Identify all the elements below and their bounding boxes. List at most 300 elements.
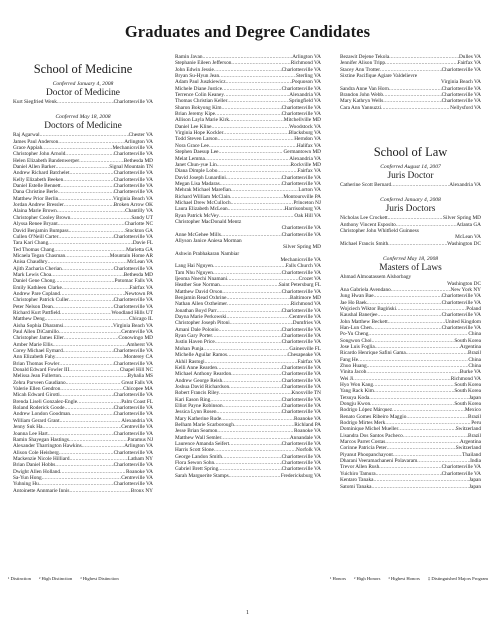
graduate-city: Latham NY	[127, 455, 153, 462]
graduate-city: Charlottesville VA	[441, 324, 481, 331]
graduate-name: Laurence Amanda Seifert	[175, 440, 230, 447]
graduate-city: Charlottesville VA	[113, 189, 153, 196]
graduate-name: Amani Dale Polonio	[175, 326, 219, 333]
graduate-name: Aisha Sophia Dharamsi	[13, 322, 64, 329]
graduate-name: Matthew Wall Semler	[175, 434, 222, 441]
graduate-name: Stephen Daesup Lee	[175, 149, 219, 156]
graduate-name: Brian Jeremy Kipe	[175, 111, 216, 118]
graduate-name: Wojciech Wiktor Bagiński	[340, 305, 397, 312]
graduate-name: Trevor Allen Rush	[340, 464, 380, 471]
graduate-city: Alexandria VA	[289, 92, 321, 99]
graduate-name: Christopher John Arnold	[13, 151, 66, 158]
graduate-city: Charlottesville VA	[281, 326, 321, 333]
graduate-name: Michael Francis Smith	[340, 240, 389, 247]
graduate-list	[340, 287, 481, 490]
graduate-name: Hyo Won Kang	[340, 382, 374, 388]
graduate-city: Charlottesville VA	[441, 66, 481, 73]
graduate-city: Mitchellville MD	[283, 117, 321, 124]
graduate-city: Charlottesville VA	[113, 99, 153, 105]
graduate-city: Centreville VA	[121, 329, 153, 335]
graduate-city: Virginia Beach VA	[113, 195, 153, 202]
graduate-city: Paramus NJ	[127, 436, 153, 443]
graduate-city: Charlottesville VA	[281, 85, 321, 92]
graduate-city: Gainesville FL	[289, 345, 321, 352]
graduate-city: Charlottesville VA	[441, 85, 481, 92]
graduate-city: Norfolk VA	[296, 447, 321, 454]
graduate-city: Virginia Beach VA	[113, 322, 153, 329]
graduate-name: Daniel Lee Kline	[175, 123, 212, 130]
graduate-city: South Korea	[454, 388, 481, 395]
graduate-city: Charlottesville VA	[281, 460, 321, 466]
graduate-name: Wei Ji	[340, 375, 354, 382]
graduate-name: Elliot Payne Robinson	[175, 402, 223, 409]
graduate-name: Ramin Shayegan Hastings	[13, 436, 69, 443]
graduate-city: Washington DC	[447, 240, 481, 247]
graduate-name: Micah Edward Girotti	[13, 392, 60, 399]
school-heading-medicine: School of Medicine	[33, 62, 133, 76]
graduate-city: South Korea	[454, 337, 481, 344]
graduate-city: Rockville MD	[290, 161, 321, 168]
dot-leader	[371, 484, 468, 490]
graduate-name: Lisandra Dos Santos Pacheco	[340, 432, 403, 439]
graduate-name: Michele Diane Justice	[175, 85, 223, 92]
graduate-name: Ann Elizabeth Fahy	[13, 354, 56, 361]
graduate-name: Jonathan Boyd Parr	[175, 307, 217, 314]
graduate-city: Japan	[468, 394, 481, 401]
column-2	[175, 54, 321, 479]
graduate-name: Laura Elizabeth McLean	[175, 206, 228, 213]
graduate-name: Yuhning Hu	[13, 481, 39, 488]
graduate-city: Saint Petersburg FL	[278, 282, 321, 289]
graduate-city: Chesapeake VA	[287, 352, 321, 359]
graduate-name: Jung Hwan Bae	[340, 293, 374, 300]
graduate-city: Bethesda MD	[123, 271, 153, 278]
graduate-city: Virginia Beach VA	[441, 79, 481, 86]
graduate-name: Kurt Siegfried Wenk	[13, 99, 57, 105]
graduate-city: Brazil	[468, 432, 481, 439]
graduate-name: Robert Francis Riley	[175, 390, 220, 397]
graduate-city: Sterling VA	[296, 73, 321, 80]
graduate-name: Zehra Parveen Gaudiano	[13, 379, 66, 386]
footnote: ¹ Distinction	[8, 576, 31, 581]
graduate-city: Sandy UT	[131, 214, 153, 221]
graduate-name: Stacey Ann Trotter	[340, 66, 381, 73]
graduate-city: Roanoke VA	[125, 468, 153, 475]
graduate-city: Arlington VA	[124, 138, 153, 145]
graduate-city: Silver Spring MD	[443, 215, 481, 222]
graduate-name: Raj Agarwal	[13, 132, 40, 139]
graduate-name: Kelli Anne Rearden	[175, 364, 218, 371]
graduate-name: Dongju Kwon	[340, 401, 371, 408]
graduate-name: Heather Sue Norman	[175, 282, 220, 289]
graduate-city: Herndon VA	[294, 136, 321, 143]
graduate-city: Fairfax VA	[457, 60, 481, 67]
graduate-city: Charlottesville VA	[441, 98, 481, 105]
graduate-city: Charlottesville VA	[281, 225, 321, 232]
graduate-city: Halifax VA	[296, 142, 321, 149]
column-1	[13, 62, 153, 494]
graduate-name: Brandon John Webb	[340, 92, 384, 99]
graduate-row	[175, 473, 321, 479]
graduate-city: Mechanicsville VA	[280, 257, 321, 263]
graduate-city: Dumfries VA	[292, 320, 321, 327]
graduate-city: Fairfax VA	[129, 284, 153, 291]
graduate-name: Michael Anthony Reardon	[175, 371, 232, 378]
graduate-name: Paul Allen DiCamillo	[13, 329, 59, 335]
degree-heading: Juris Doctor	[387, 171, 434, 182]
graduate-name: Dharani Veeramachaneni Polavaram	[340, 458, 418, 465]
graduate-name: Christopher Joseph Pitoni	[175, 320, 230, 327]
conferred-date: Conferred January 4, 2008	[380, 197, 441, 204]
graduate-city: Richmond VA	[290, 301, 321, 308]
graduate-city: Harrisonburg VA	[284, 206, 321, 213]
graduate-name: Cullen O'Neill Carter	[13, 233, 59, 240]
graduate-name: Todd Steven Larson	[175, 136, 218, 143]
graduate-name: Michelle Aguilar Ramos	[175, 352, 228, 359]
graduate-city: Woodland Hills UT	[111, 309, 153, 316]
graduate-city: Lorton VA	[298, 187, 321, 194]
graduate-city: Dulles VA	[458, 54, 481, 60]
graduate-name: Mehrak Michael Marefian	[175, 187, 231, 194]
graduate-list	[13, 132, 153, 240]
graduate-city: Davie FL	[132, 240, 153, 247]
graduate-name: Belham Marie Scarborough	[175, 421, 234, 428]
graduate-row	[340, 182, 481, 188]
graduate-row	[13, 99, 153, 105]
graduate-city: Charlottesville VA	[113, 411, 153, 418]
graduate-name: Stephanie Eileen Jefferson	[175, 60, 232, 67]
graduate-city: Knoxville TN	[291, 390, 321, 397]
graduate-name: Tam Nhu Nguyen	[175, 269, 213, 276]
graduate-name: Sa-Yun Hong	[13, 474, 42, 481]
graduate-city: Alexandria VA	[289, 155, 321, 162]
graduate-name: Nicholas Lee Crockett	[340, 215, 388, 222]
graduate-name: Ashwin Prabhakaran Nambiar	[175, 250, 240, 257]
graduate-city: Charlottesville VA	[113, 481, 153, 488]
footnote: ² High Distinction	[38, 576, 73, 581]
graduate-city: Mexico	[464, 407, 481, 414]
graduate-city: Roanoke VA	[293, 415, 321, 422]
graduate-city: Charlottesville VA	[441, 299, 481, 306]
dot-leader	[381, 105, 450, 111]
graduate-city: Annandale VA	[289, 434, 321, 441]
graduate-city: Charlottesville VA	[281, 111, 321, 118]
graduate-city: Brazil	[468, 413, 481, 420]
graduate-name: Brian Daniel Hobbs	[13, 462, 56, 469]
graduate-city: China	[468, 331, 481, 338]
graduate-name: Ted Thomas Chang	[13, 246, 55, 253]
graduate-city: South Korea	[454, 401, 481, 408]
graduate-city: Charlottesville VA	[281, 440, 321, 447]
graduate-name: Daniel Gene Chong	[13, 278, 56, 285]
degree-heading: Masters of Laws	[379, 263, 442, 274]
graduate-city: Richland PA	[294, 421, 321, 428]
graduate-name: Yuichiro Tamura	[340, 470, 376, 477]
degree-heading: Doctors of Medicine	[44, 121, 122, 132]
graduate-city: Atlanta GA	[456, 221, 481, 228]
graduate-city: Charlottesville VA	[441, 464, 481, 471]
graduate-city: Fairfax VA	[297, 168, 321, 175]
graduate-name: Valerie Ellen Gendron	[13, 386, 61, 393]
graduate-name: Alyssa Renee Bryant	[13, 221, 58, 228]
graduate-city: Charlottesville VA	[113, 405, 153, 412]
graduate-name: Ijeoma Nnechi Nnamani	[175, 276, 228, 283]
graduate-name: Kari Eason Ring	[175, 396, 211, 403]
footnote: ³ Highest Honors	[388, 576, 420, 581]
graduate-city: Charlottesville VA	[113, 170, 153, 177]
graduate-city: Chantilly VA	[125, 208, 153, 215]
graduate-name: Amber Marie Ellis	[13, 341, 53, 348]
graduate-city: Charlottesville VA	[281, 307, 321, 314]
graduate-name: Mark Lewis Choa	[13, 271, 52, 278]
graduate-city: Argentina	[459, 439, 481, 446]
graduate-name: Matthew Prior Berlin	[13, 195, 59, 202]
graduate-name: Marcos Parret Costas	[340, 439, 386, 446]
graduate-name: Ricardo Henrique Safini Gama	[340, 350, 406, 357]
graduate-name: Melat Lemma	[175, 155, 205, 162]
graduate-name: Emily Kathleen Clarke	[13, 284, 62, 291]
graduate-row	[13, 488, 153, 494]
graduate-name: Piyanut Phoopanchayont	[340, 451, 393, 458]
graduate-name: Kelly Elizabeth Beeken	[13, 176, 64, 183]
graduate-name: Yang Rack Kim	[340, 388, 374, 395]
graduate-list	[13, 247, 153, 494]
graduate-name: Dwight Allen Holland	[13, 468, 61, 475]
graduate-name: Andrew Richard Batchelet	[13, 170, 70, 177]
footnote: ‡ Distinguished Majors Program	[427, 576, 488, 581]
graduate-city: Nellysford VA	[450, 104, 481, 111]
graduate-city: Charlottesville VA	[281, 383, 321, 390]
graduate-city: Charlottesville VA	[441, 470, 481, 477]
graduate-name: Han-Lun Chen	[340, 324, 372, 331]
graduate-city: Blacksburg VA	[288, 130, 321, 137]
graduate-city: Charlottesville VA	[113, 360, 153, 367]
graduate-city: Chapel Hill NC	[119, 367, 153, 374]
graduate-city: Charlottesville VA	[441, 293, 481, 300]
footnote: ³ Highest Distinction	[80, 576, 119, 581]
graduate-name: Peter Nelson Dean	[13, 303, 53, 310]
graduate-city: Princeton NJ	[293, 199, 321, 206]
graduate-name: Dana Christine Berle	[13, 189, 58, 196]
graduate-city: Potomac Falls VA	[114, 278, 153, 285]
degree-heading: Juris Doctors	[385, 204, 436, 215]
graduate-city: Charlottesville VA	[281, 453, 321, 460]
graduate-city: Thailand	[462, 451, 481, 458]
graduate-name: Ramin Javan	[175, 54, 203, 60]
graduate-name: Benjamin Read Oxhrine	[175, 295, 227, 302]
graduate-name: David Benjamin Bumpass	[13, 227, 69, 234]
graduate-list	[340, 182, 481, 188]
graduate-city: Charlottesville VA	[113, 297, 153, 304]
graduate-name: Corey Michael Eymard	[13, 348, 63, 355]
footnote: ² High Honors	[354, 576, 381, 581]
graduate-name: Antoinette Annmarie Innis	[13, 487, 70, 494]
graduate-name: Virginia Hope Kockler	[175, 130, 224, 137]
graduate-city: Charlottesville VA	[281, 333, 321, 340]
graduate-city: Monterey CA	[123, 354, 153, 361]
footnotes-medicine	[8, 576, 119, 581]
graduate-city: McLean VA	[127, 259, 153, 266]
graduate-name: Donald Edward Fowler III	[13, 367, 70, 374]
dot-leader	[70, 488, 131, 494]
graduate-city: Byhalia MS	[127, 373, 153, 380]
graduate-city: Centreville VA	[121, 474, 153, 481]
graduate-name: Jennifer Alison Tripp	[340, 60, 386, 67]
graduate-city: Charlottesville VA	[281, 402, 321, 409]
graduate-city: McLean VA	[455, 234, 481, 241]
graduate-name: Joshua David Richardson	[175, 383, 230, 390]
graduate-city: Richmond VA	[290, 60, 321, 67]
graduate-city: Brazil	[468, 350, 481, 357]
graduate-city: Stockton GA	[125, 227, 153, 234]
graduate-name: Alexander Tharrington Hawkins	[13, 443, 82, 450]
graduate-city: Roanoke VA	[293, 428, 321, 435]
graduate-city: Japan	[468, 477, 481, 484]
graduate-city: Switzerland	[455, 445, 481, 452]
graduate-city: Palm Coast FL	[121, 398, 153, 405]
graduate-name: Harris Scott Slone	[175, 447, 214, 454]
graduate-name: Anisa Chaudhry	[13, 259, 48, 266]
graduate-list	[175, 263, 321, 479]
graduate-city: Charlotte NC	[124, 221, 153, 228]
graduate-city: Richmond VA	[450, 375, 481, 382]
graduate-city: Fairfax VA	[297, 358, 321, 365]
graduate-city: Charlottesville VA	[281, 66, 321, 73]
graduate-name: James Paul Anderson	[13, 138, 59, 145]
graduate-city: Centreville VA	[289, 314, 321, 321]
graduate-name: Rodrigo Mirtes Merk	[340, 420, 386, 427]
graduate-city: Alexandria VA	[449, 182, 481, 189]
graduate-city: Charlottesville VA	[281, 174, 321, 181]
graduate-name: Christopher John Whitfield Guinness	[340, 228, 419, 235]
graduate-city: Conowingo MD	[118, 335, 153, 342]
graduate-city: Charlottesville VA	[281, 180, 321, 187]
graduate-row	[340, 484, 481, 490]
graduate-city: Great Falls VA	[121, 379, 153, 386]
graduate-city: South Korea	[454, 382, 481, 388]
graduate-name: Thomas Christian Keller	[175, 98, 228, 105]
graduate-name: Fang He	[340, 356, 359, 363]
graduate-name: Melissa Jean Fullerton	[13, 373, 61, 380]
graduate-name: Allyson Janice Aniesa Morman	[175, 237, 242, 244]
graduate-city: Springfield VA	[288, 98, 321, 105]
graduate-name: Rodrigo López Márquez	[340, 407, 393, 414]
graduate-name: Sixtine Pacifique Agiare Valdelievre	[340, 73, 418, 80]
graduate-city: Charlottesville VA	[113, 265, 153, 272]
graduate-row	[340, 105, 481, 111]
dot-leader	[391, 182, 449, 188]
graduate-city: Charlottesville VA	[281, 104, 321, 111]
graduate-city: Poland	[466, 305, 481, 312]
graduate-city: Charlottesville VA	[281, 231, 321, 238]
graduate-list	[340, 215, 481, 234]
graduate-city: Falls Church VA	[285, 263, 321, 270]
graduate-name: William Gerard Grant	[13, 417, 60, 424]
graduate-city: Charlottesville VA	[113, 176, 153, 183]
graduate-name: Mary Kathryn Wells	[340, 98, 384, 105]
graduate-city: Charlottesville VA	[113, 303, 153, 310]
graduate-list	[13, 99, 153, 105]
conferred-date: Conferred January 4, 2008	[52, 81, 114, 87]
page-title: Graduates and Degree Candidates	[124, 22, 371, 41]
graduate-name: Akhil Rastogi	[175, 358, 205, 365]
graduate-name: Catherine Scott Bernard	[340, 182, 392, 189]
footnotes	[8, 576, 488, 581]
graduate-name: Diana Dimple Lobo	[175, 168, 218, 175]
graduate-name: Janet Chun-yue Lin	[175, 161, 217, 168]
graduate-name: Adam Paul Juszkiewicz	[175, 79, 226, 86]
graduate-city: Arlington VA	[292, 54, 321, 60]
graduate-name: Vinita Jacob	[340, 369, 367, 376]
graduate-name: Renato Gomes Ribeiro Maggio	[340, 413, 407, 420]
graduate-city: Amherst VA	[126, 341, 153, 348]
graduate-name: Ahmad Almoatassem Alshorbagy	[340, 274, 412, 281]
graduate-name: Christopher MacDonald Mentz	[175, 218, 242, 225]
graduate-name: Christopher Patrick Culler	[13, 297, 69, 304]
graduate-name: Jessica Lynn Rosen	[175, 409, 217, 416]
graduate-city: Signal Mountain TN	[109, 164, 153, 171]
graduate-city: Charlottesville VA	[113, 392, 153, 399]
graduate-city: New York NY	[450, 286, 481, 293]
graduate-name: Richard William McClain	[175, 193, 231, 200]
graduate-city: Charlottesville VA	[113, 348, 153, 355]
graduate-city: Charlottesville VA	[113, 233, 153, 240]
graduate-name: George Landon Smith	[175, 453, 222, 460]
graduate-name: Micaela Tegan Chasman	[13, 252, 66, 259]
dot-leader	[388, 241, 447, 247]
graduate-city: Alexandria VA	[121, 417, 153, 424]
graduate-name: Richard Kurt Pattfield	[13, 309, 61, 316]
graduate-name: Matthew David Orson	[175, 288, 223, 295]
graduate-name: Dayna Marie Perkowski	[175, 314, 227, 321]
conferred-date: Conferred August 14, 2007	[380, 164, 441, 171]
graduate-city: Charlottesville VA	[113, 183, 153, 190]
graduate-city: Japan	[468, 483, 481, 490]
graduate-city: Charlottesville VA	[281, 364, 321, 371]
graduate-list	[340, 54, 481, 79]
graduate-name: Mary Katherine Rude	[175, 415, 222, 422]
graduate-name: Anthony Vincent Esposito	[340, 221, 396, 228]
graduate-name: Michael Drew McCulloch	[175, 199, 231, 206]
school-heading-law: School of Law	[373, 145, 448, 160]
graduate-name: Ajith Zacharia Cherian	[13, 265, 62, 272]
graduate-city: Montoursville PA	[283, 193, 321, 200]
graduate-city: Charlottesville VA	[113, 151, 153, 158]
graduate-city: Chicago IL	[129, 316, 153, 323]
graduate-name: John Matthew Beckett	[340, 318, 388, 325]
graduate-city: Charlottesville VA	[113, 462, 153, 469]
graduate-city: Charlottesville VA	[281, 466, 321, 473]
footnotes-law	[330, 576, 488, 581]
graduate-row	[340, 241, 481, 247]
graduate-city: China	[468, 362, 481, 369]
graduate-name: Matthew Deng	[13, 316, 45, 323]
graduate-list	[340, 86, 481, 111]
graduate-city: Newtown PA	[124, 290, 153, 297]
graduate-list	[175, 54, 321, 225]
graduate-city: Charlottesville VA	[113, 449, 153, 456]
graduate-name: Jenny Suk Ha	[13, 424, 43, 431]
graduate-name: Gabriel Brett Spring	[175, 466, 219, 473]
graduate-name: Zhuo Huang	[340, 362, 367, 369]
graduate-city: Charlottesville VA	[281, 377, 321, 384]
graduate-name: Andrew Pare Copland	[13, 290, 61, 297]
graduate-name: Bezawit Dejene Tekola	[340, 54, 390, 60]
graduate-name: Alaina Marie Brown	[13, 208, 57, 215]
graduate-name: Dominique Michel Mueller	[340, 426, 399, 433]
graduate-city: Crozet VA	[298, 276, 321, 283]
graduate-city: Switzerland	[455, 426, 481, 433]
